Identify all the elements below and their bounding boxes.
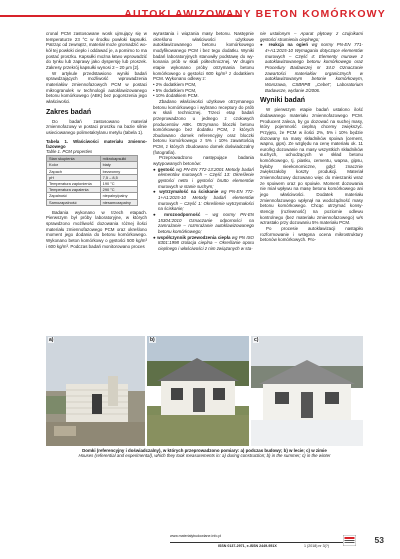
photo-label: b): [150, 337, 155, 343]
figure-caption: [46, 448, 363, 459]
table-cell: Samozapalność: [47, 199, 101, 205]
photo-label: c): [254, 337, 259, 343]
list-item-text: – wg normy PN-EN 15304:2010 Oznaczanie odporności na zamrażanie – rozmrażanie autoklawizowanego betonu komórkowego;: [158, 212, 254, 234]
table-cell: niepalny/palny: [100, 193, 137, 199]
construction-photo-image: [46, 336, 145, 446]
photo-winter: [251, 336, 363, 446]
list-item-text: wg PN ISO 8301:1998 Izolacja cieplna – Określanie oporu cieplnego i właściwości z nim związanych w sta-: [158, 234, 254, 251]
list-item-label: mrozoodporność: [164, 212, 201, 217]
column-3: [260, 31, 363, 243]
table-cell: 7,5 – 8,5: [100, 174, 137, 180]
table-row: [47, 199, 138, 205]
table-cell: mikrokapsułki: [100, 156, 137, 162]
table-cell: Zapach: [47, 168, 101, 174]
list-item: ● wytrzymałość na ściskanie wg PN-EN 772-1+A1:2015-10 Metody badań elementów murowych – Część 1: Określenie wytrzymałości na ściskanie;: [153, 189, 254, 212]
table-subtitle: Table 1. PCM properties: [46, 148, 93, 154]
list-item: • 2% dodatkiem PCM,: [153, 81, 197, 87]
list-item: ● współczynnik przewodzenia ciepła wg PN ISO 8301:1998 Izolacja cieplna – Określanie oporu cieplnego i właściwości z nim związanych w sta-: [153, 234, 254, 251]
page-footer: [0, 536, 400, 550]
table-cell: niesamozapalny: [100, 199, 137, 205]
footer-url: www.materialybudowlane.info.pl: [170, 534, 222, 538]
table-cell: Kolor: [47, 162, 101, 168]
table-cell: 290 °C: [100, 187, 137, 193]
properties-table: [46, 155, 138, 206]
list-item: • 5% dodatkiem PCM,: [153, 87, 197, 93]
column-1: [46, 31, 147, 249]
paragraph: Do badań zastosowano materiał zmiennofazowy w postaci proszku na bazie silnie usieciowanego polimetakrylanu metylu (tabela 1).: [46, 118, 147, 135]
list-item: ● reakcja na ogień wg normy PN-EN 771-4+A1:2015-10 Wymagania dotyczące elementów murowych – Część 4: Elementy murowe z autoklawizowanego betonu komórkowego oraz Procedury Badawczej nr 34.0 Oznaczanie zawartości materiałów organicznych w autoklawizowanym betonie komórkowym, Warszawa, CSBRPB „Cebet”, Laboratorium Badawcze, wydanie 2/2006.: [260, 42, 364, 93]
section-heading: Zakres badań: [46, 108, 92, 116]
footer-issn: ISSN 0137-2971, e-ISSN 2449-951X: [218, 544, 277, 548]
column-2: [153, 31, 254, 252]
paragraph: Badania wykonano w trzech etapach. Pierwszym był próby laboratoryjne, w których sprawdzono możliwość dozowania różnej ilości materiału zmiennofazowego PCM oraz określono moment jego dodania do betonu komórkowego. Wykonano beton komórkowy o gęstości 500 kg/m³ i 600 kg/m³. Podczas badań monitorowano proces: [46, 209, 147, 249]
caption-english: Houses (referential and experimental), which they took measurements in: a) during construction; b) in the summer; c) in the winter: [78, 453, 331, 459]
paragraph: W pierwszym etapie badań ustalono ilość dodawanego materiału zmiennofazowego PCM. Producent zaleca, by go dozować na suchej masy, który pojemność cieplną chcemy zwiększyć. Przyjęto, że PCM w ilości 2%, 5% i 10% będzie dozowany na masy składników spoiwa (cement, wapno, gips). Ze względu na cenę materiału ok. 11 euro/kg dozowanie na masy wszystkich składników suchych, uchodzących w skład betonu komórkowego, tj. piasku, cementu, wapna, gipsu, byłoby nieekonomiczne, gdyż znacznie zwiększałoby koszty produkcji. Materiał zmiennofazowy dozowano więc do mieszanki wraz ze spoiwem oraz po spoiwie. Moment dozowania nie miał wpływu na masę betonu komórkowego ani jego właściwości. Dodatek materiału zmiennofazowego wpłynął na wodożądność masy betonu komórkowego. Chcąc utrzymać konsystencję (rozlewność) na poziomie odlewu kontrolnego (bez materiału zmiennofazowego) w/s wzrastało przy dozowaniu 5% materiału PCM.: [260, 107, 363, 226]
list-item: • 10% dodatkiem PCM.: [153, 93, 199, 99]
header-title: AUTOKLAWIZOWANY BETON KOMÓRKOWY: [124, 8, 386, 20]
photo-label: a): [49, 337, 54, 343]
photo-under-construction: [46, 336, 145, 446]
list-item-text: wg PN-EN 772-1+A1:2015-10 Metody badań elementów murowych – Część 1: Określenie wytrzymałości na ściskanie;: [158, 189, 254, 212]
list-item-text: wg normy PN-EN 771-4+A1:2015-10 Wymagania dotyczące elementów murowych – Część 4: Elementy murowe z autoklawizowanego betonu komórkowego oraz Procedury Badawczej nr 34.0 Oznaczanie zawartości materiałów organicznych w autoklawizowanym betonie komórkowym, Warszawa, CSBRPB „Cebet”, Laboratorium Badawcze, wydanie 2/2006.: [265, 42, 364, 93]
photo-summer: [147, 336, 249, 446]
footer-issue: 1 (2018) nr 3(?): [304, 544, 329, 548]
list-item: ● mrozoodporność – wg normy PN-EN 15304:2010 Oznaczanie odporności na zamrażanie – rozmrażanie autoklawizowanego betonu komórkowego;: [153, 212, 254, 234]
table-cell: Stan skupienia: [47, 156, 101, 162]
page-number: 53: [374, 535, 384, 545]
list-item-label: reakcja na ogień: [268, 42, 309, 48]
footer-rule: [170, 542, 343, 543]
section-heading: Wyniki badań: [260, 97, 305, 105]
table-cell: Zapalność: [47, 193, 101, 199]
paragraph: W artykule przedstawiono wyniki badań sprawdzających możliwość wprowadzenia materiałów zmiennofazowych PCM w postaci mikrogranulek w technologii autoklawizowanego betonu komórkowego (ABK) bez pogorszenia jego właściwości.: [46, 70, 147, 104]
list-item-label: wytrzymałość na ściskanie: [159, 189, 219, 195]
list-item-label: gęstość: [157, 166, 175, 172]
list-item-text: wg PN-EN 772-13:2001 Metody badań elementów murowych – Część 13: Określenie gęstości netto i gęstości brutto elementów murowych w stanie suchym;: [158, 166, 254, 189]
caption-polish: Domki (referencyjny i doświadczalny), w których przeprowadzono pomiary: a) podczas budowy; b) w lecie; c) w zimie: [82, 448, 327, 453]
table-cell: Temperatura zapalenia: [47, 187, 101, 193]
paragraph: Zbadano właściwości użytkowe otrzymanego betonu komórkowego i wybrano receptury do prób w skali technicznej. Trzeci etap badań przeprowadzono u jednego z czołowych producentów ABK. Otrzymano bloczki betonu komórkowego bez dodatku PCM, z których zbudowano domek referencyjny oraz bloczki betonu komórkowego z 5% i 10% zawartością PCM, z których zbudowano domek doświadczalny (fotografia).: [153, 98, 254, 155]
list-item: ● gęstość wg PN-EN 772-13:2001 Metody badań elementów murowych – Część 13: Określenie gęstości netto i gęstości brutto elementów murowych w stanie suchym;: [153, 166, 254, 189]
publisher-logo-icon: [343, 535, 356, 546]
winter-photo-image: [251, 336, 363, 446]
running-header: [0, 8, 400, 24]
paragraph: cronal PCM zastosowane wosk ujmujący się w temperaturze 23 °C w środku powłoki kapsułki. Patrząc od zewnątrz, materiał może gromadzić wokół tej powłoki ciepło i oddawać je, a pomimo to ma postać proszku. Kapsułki można łatwo wprowadzić do tynku lub zaprawy jako dyspersję lub proszek. Zakresy przekrój kapsułki wynosi 2 – 20 μm [2].: [46, 31, 147, 70]
paragraph: Przeprowadzono następujące badania wytypowanych betonów:: [153, 155, 254, 167]
list-item-text: 5% dodatkiem PCM,: [155, 87, 197, 93]
table-cell: biały: [100, 162, 137, 168]
paragraph: wyrastania i wiązania masy betonu. Następnie określono właściwości użytkowe autoklawizowanego betonu komórkowego modyfikowanego PCM i bez tego dodatku. Wyniki badań laboratoryjnych stanowiły podstawę do wykonania prób w skali półtechnicznej. W drugim etapie wykonano próby otrzymania betonu komórkowego o gęstości 600 kg/m³ z dodatkiem PCM. Wykonano odlewy z:: [153, 31, 254, 82]
list-item-text: 2% dodatkiem PCM,: [155, 81, 197, 87]
table-cell: 190 °C: [100, 180, 137, 186]
table-cell: Temperatura zapłonienia: [47, 180, 101, 186]
summer-photo-image: [147, 336, 249, 446]
paragraph: Po procesie autoklawizacji nastąpiło rozformowanie i wstępna ocena mikrostruktury betonów komórkowych. Pro-: [260, 226, 363, 243]
list-item-text: 10% dodatkiem PCM.: [155, 93, 199, 99]
table-cell: bezwonny: [100, 168, 137, 174]
list-item-label: współczynnik przewodzenia ciepła: [157, 234, 231, 240]
table-cell: pH: [47, 174, 101, 180]
paragraph: nie ustalonym – Aparat płytowy z czujnikami gęstości strumienia cieplnego;: [260, 31, 363, 42]
photo-strip: [46, 336, 363, 446]
table-title: Tabela 1. Właściwości materiału zmiennofazowego: [46, 138, 147, 149]
